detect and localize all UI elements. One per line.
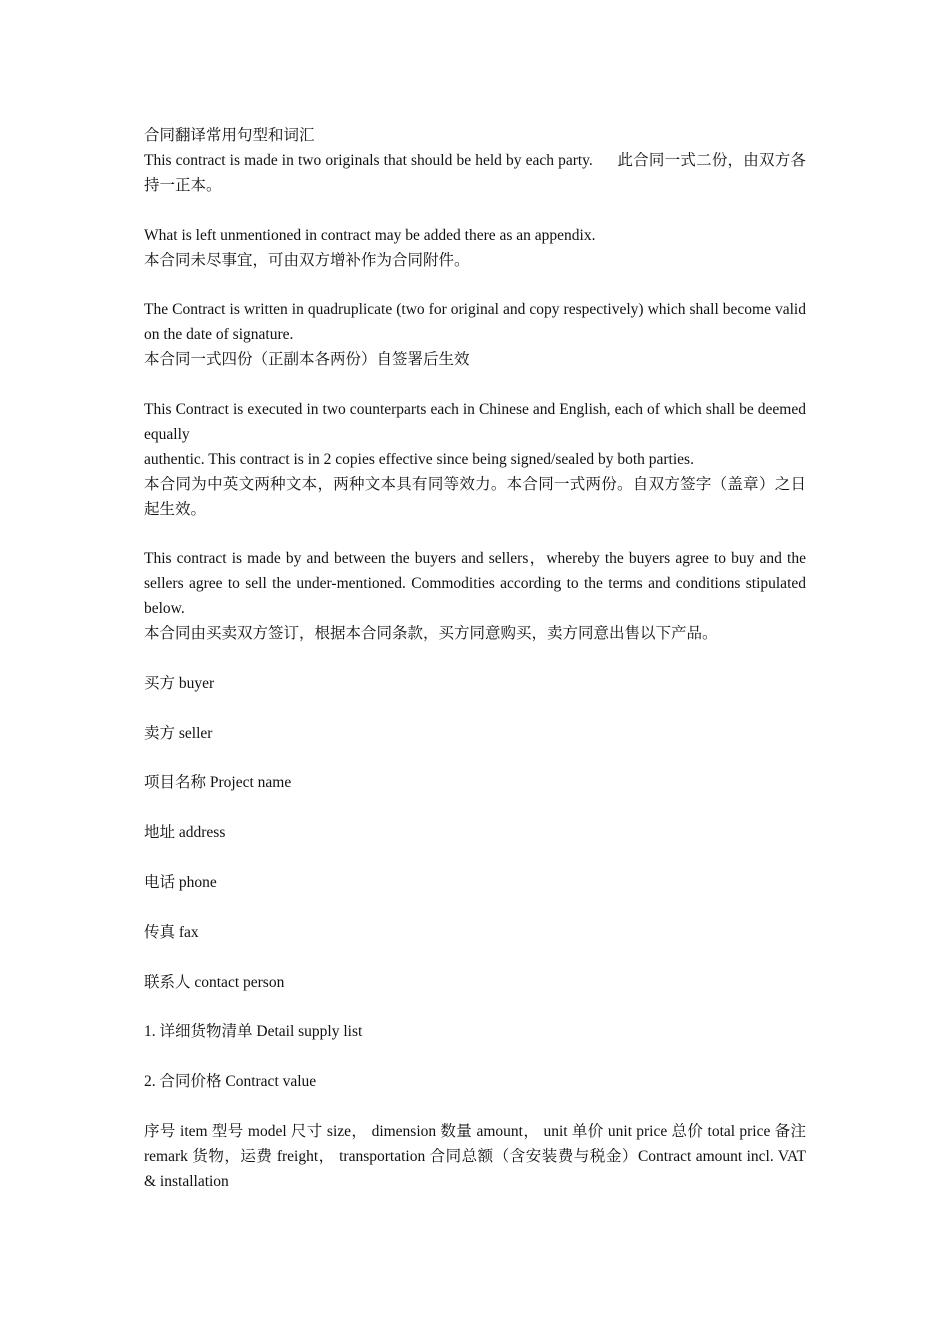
term-project-name: 项目名称 Project name — [144, 774, 292, 792]
paragraph-gap — [144, 896, 806, 921]
paragraph-gap — [144, 946, 806, 971]
term-phone: 电话 phone — [144, 874, 217, 892]
term-fax: 传真 fax — [144, 923, 199, 941]
paragraph-gap — [144, 747, 806, 772]
paragraph-counterparts-en-1: This Contract is executed in two counterparts each in Chinese and English, each of which shall be deemed equally — [144, 400, 806, 443]
document-title: 合同翻译常用句型和词汇 — [144, 127, 315, 144]
paragraph-counterparts-en-2: authentic. This contract is in 2 copies effective since being signed/sealed by both parties. — [144, 450, 694, 468]
paragraph-gap — [144, 199, 806, 224]
term-detail-supply-list: 1. 详细货物清单 Detail supply list — [144, 1023, 363, 1041]
term-seller: 卖方 seller — [144, 724, 213, 742]
paragraph-gap — [144, 373, 806, 398]
paragraph-gap — [144, 697, 806, 722]
paragraph-buyers-sellers-en: This contract is made by and between the buyers and sellers，whereby the buyers agree to buy and the sellers agree to sell the under-mentioned. Commodities according to the terms and conditions stipulated below. — [144, 550, 806, 618]
term-contract-value: 2. 合同价格 Contract value — [144, 1073, 317, 1091]
paragraph-appendix-zh: 本合同未尽事宜，可由双方增补作为合同附件。 — [144, 251, 470, 269]
paragraph-counterparts-zh: 本合同为中英文两种文本，两种文本具有同等效力。本合同一式两份。自双方签字（盖章）之日起生效。 — [144, 475, 806, 518]
paragraph-gap — [144, 273, 806, 298]
paragraph-gap — [144, 1095, 806, 1120]
paragraph-gap — [144, 1045, 806, 1070]
paragraph-appendix-en: What is left unmentioned in contract may be added there as an appendix. — [144, 226, 596, 244]
paragraph-quadruplicate-en: The Contract is written in quadruplicate (two for original and copy respectively) which shall become valid on the date of signature. — [144, 301, 806, 344]
paragraph-gap — [144, 522, 806, 547]
term-contact-person: 联系人 contact person — [144, 973, 285, 991]
paragraph-gap — [144, 846, 806, 871]
paragraph-gap — [144, 796, 806, 821]
term-buyer: 买方 buyer — [144, 674, 215, 692]
term-address: 地址 address — [144, 824, 226, 842]
paragraph-item-terms: 序号 item 型号 model 尺寸 size， dimension 数量 amount， unit 单价 unit price 总价 total price 备注 remark 货物，运费 freight， transportation 合同总额（含安装费与税金）Contract amount incl. VAT & installation — [144, 1123, 806, 1190]
paragraph-gap — [144, 996, 806, 1021]
paragraph-buyers-sellers-zh: 本合同由买卖双方签订，根据本合同条款，买方同意购买，卖方同意出售以下产品。 — [144, 625, 718, 643]
paragraph-gap — [144, 647, 806, 672]
document-page — [144, 124, 806, 1195]
paragraph-quadruplicate-zh: 本合同一式四份（正副本各两份）自签署后生效 — [144, 351, 470, 369]
paragraph-originals-en-zh: This contract is made in two originals that should be held by each party. 此合同一式二份，由双方各持一正本。 — [144, 151, 806, 194]
